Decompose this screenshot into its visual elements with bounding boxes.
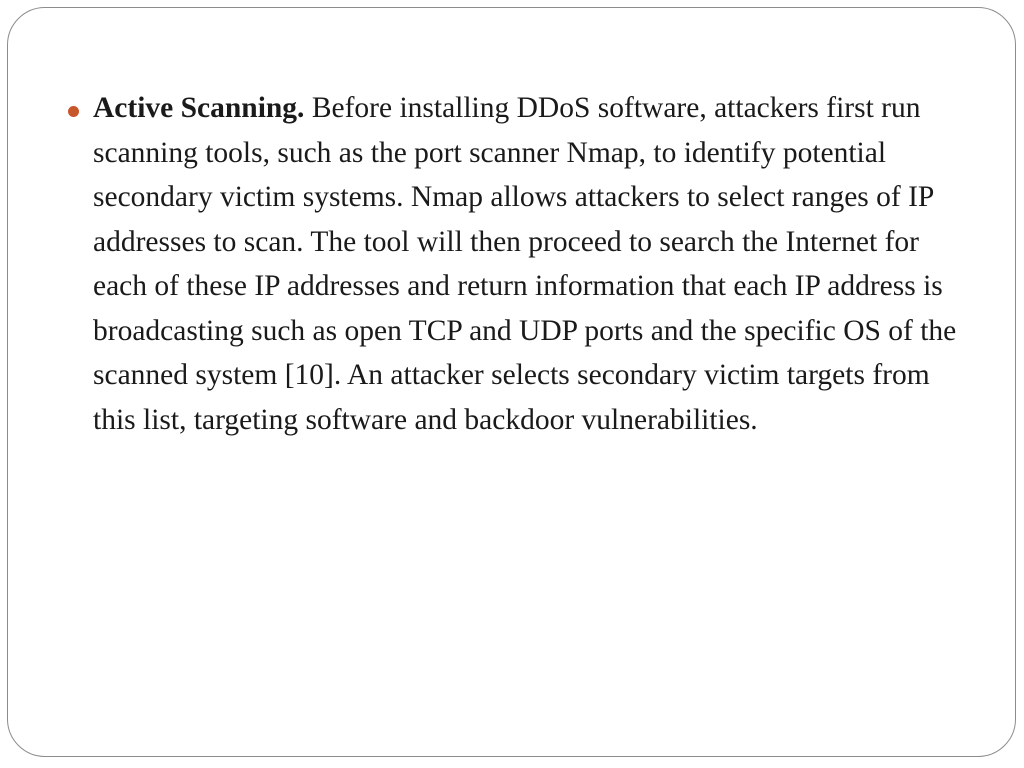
bullet-lead-text: Active Scanning. xyxy=(93,92,305,124)
bullet-item xyxy=(68,86,958,442)
bullet-dot-icon xyxy=(68,106,79,117)
slide-frame xyxy=(7,7,1016,757)
bullet-paragraph xyxy=(93,86,958,442)
bullet-body-text: Before installing DDoS software, attackers first run scanning tools, such as the port scanner Nmap, to identify potential secondary victim systems. Nmap allows attackers to select ranges of IP addresses to scan. The tool will then proceed to search the Internet for each of these IP addresses and return information that each IP address is broadcasting such as open TCP and UDP ports and the specific OS of the scanned system [10]. An attacker selects secondary victim targets from this list, targeting software and backdoor vulnerabilities. xyxy=(93,92,957,436)
